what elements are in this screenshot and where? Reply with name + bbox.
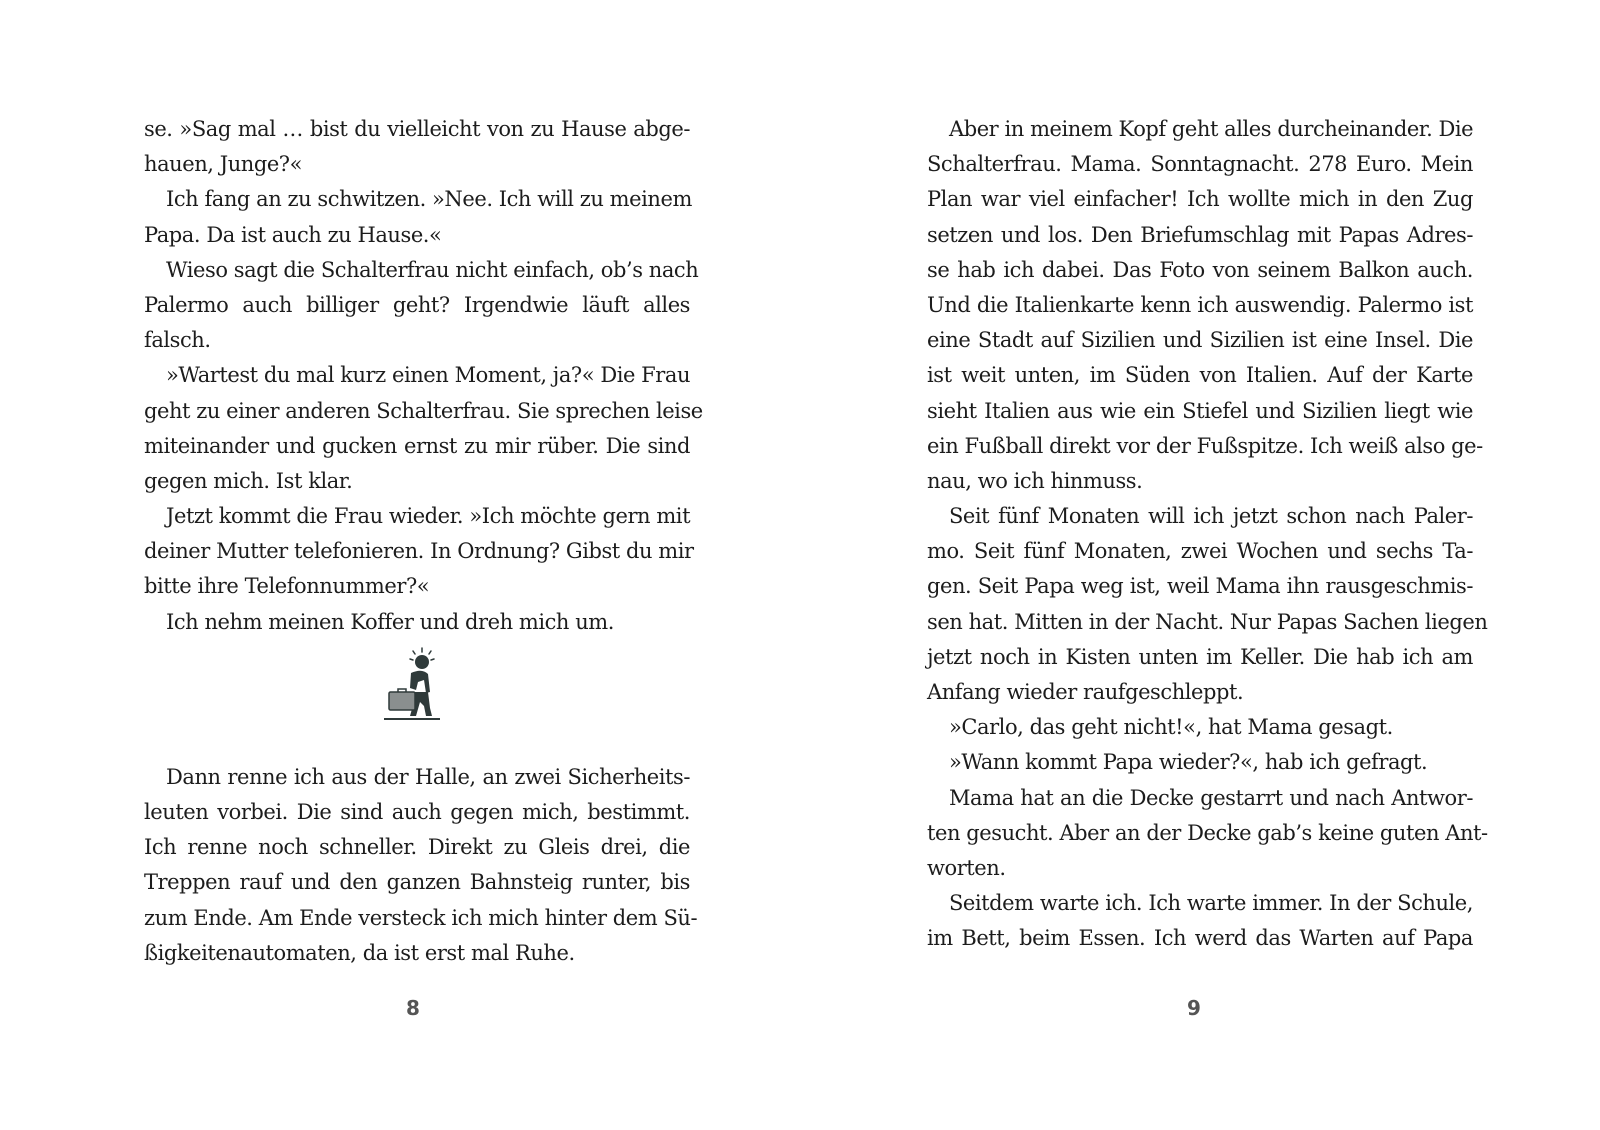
section-break-ornament xyxy=(144,646,690,731)
text-line: ist weit unten, im Süden von Italien. Auf der Karte xyxy=(927,363,1473,388)
text-line: Palermo auch billiger geht? Irgendwie läuft alles xyxy=(144,292,690,317)
text-line: worten. xyxy=(927,855,1006,880)
text-line: Seit fünf Monaten will ich jetzt schon nach Paler- xyxy=(949,504,1473,529)
left-page-text-top xyxy=(144,112,703,640)
text-line: ßigkeitenautomaten, da ist erst mal Ruhe. xyxy=(144,940,575,965)
boy-with-suitcase-icon xyxy=(384,646,444,726)
text-line: ein Fußball direkt vor der Fußspitze. Ich weiß also ge- xyxy=(927,433,1483,458)
text-line: miteinander und gucken ernst zu mir rüber. Die sind xyxy=(144,433,690,458)
text-line: »Wartest du mal kurz einen Moment, ja?« Die Frau xyxy=(166,363,691,388)
text-line: geht zu einer anderen Schalterfrau. Sie sprechen leise xyxy=(144,398,703,423)
text-line: deiner Mutter telefonieren. In Ordnung? Gibst du mir xyxy=(144,539,694,564)
text-line: gegen mich. Ist klar. xyxy=(144,468,353,493)
text-line: Mama hat an die Decke gestarrt und nach Antwor- xyxy=(949,785,1473,810)
text-line: mo. Seit fünf Monaten, zwei Wochen und sechs Ta- xyxy=(927,539,1473,564)
text-line: »Wann kommt Papa wieder?«, hab ich gefragt. xyxy=(949,750,1428,775)
text-line: Ich nehm meinen Koffer und dreh mich um. xyxy=(166,609,614,634)
left-page-text-bottom xyxy=(144,760,698,971)
left-page xyxy=(144,112,703,971)
text-line: sieht Italien aus wie ein Stiefel und Sizilien liegt wie xyxy=(927,398,1473,423)
text-line: nau, wo ich hinmuss. xyxy=(927,468,1143,493)
text-line: zum Ende. Am Ende versteck ich mich hinter dem Sü- xyxy=(144,905,698,930)
text-line: Wieso sagt die Schalterfrau nicht einfach, ob’s nach xyxy=(166,257,699,282)
text-line: im Bett, beim Essen. Ich werd das Warten auf Papa xyxy=(927,926,1473,951)
text-line: setzen und los. Den Briefumschlag mit Papas Adres- xyxy=(927,222,1473,247)
text-line: se. »Sag mal … bist du vielleicht von zu Hause abge- xyxy=(144,117,690,141)
text-line: Aber in meinem Kopf geht alles durcheinander. Die xyxy=(949,117,1474,141)
right-page-text xyxy=(927,112,1488,957)
text-line: gen. Seit Papa weg ist, weil Mama ihn rausgeschmis- xyxy=(927,574,1473,599)
text-line: »Carlo, das geht nicht!«, hat Mama gesagt. xyxy=(949,715,1393,740)
text-line: Plan war viel einfacher! Ich wollte mich in den Zug xyxy=(927,187,1473,212)
text-line: sen hat. Mitten in der Nacht. Nur Papas Sachen liegen xyxy=(927,609,1488,634)
text-line: bitte ihre Telefonnummer?« xyxy=(144,574,430,599)
text-line: Treppen rauf und den ganzen Bahnsteig runter, bis xyxy=(144,870,690,895)
text-line: Ich renne noch schneller. Direkt zu Gleis drei, die xyxy=(144,835,690,860)
text-line: leuten vorbei. Die sind auch gegen mich, bestimmt. xyxy=(144,800,690,824)
text-line: eine Stadt auf Sizilien und Sizilien ist eine Insel. Die xyxy=(927,328,1473,353)
text-line: Seitdem warte ich. Ich warte immer. In der Schule, xyxy=(949,891,1473,916)
text-line: Und die Italienkarte kenn ich auswendig. Palermo ist xyxy=(927,292,1473,317)
text-line: ten gesucht. Aber an der Decke gab’s keine guten Ant- xyxy=(927,820,1488,845)
text-line: falsch. xyxy=(144,328,211,353)
text-line: Ich fang an zu schwitzen. »Nee. Ich will zu meinem xyxy=(166,187,692,212)
text-line: Papa. Da ist auch zu Hause.« xyxy=(144,222,442,247)
text-line: Jetzt kommt die Frau wieder. »Ich möchte gern mit xyxy=(166,504,691,529)
text-line: jetzt noch in Kisten unten im Keller. Die hab ich am xyxy=(927,644,1473,669)
text-line: hauen, Junge?« xyxy=(144,152,303,177)
text-line: Schalterfrau. Mama. Sonntagnacht. 278 Euro. Mein xyxy=(927,152,1473,177)
page-number-left: 8 xyxy=(406,996,420,1020)
text-line: se hab ich dabei. Das Foto von seinem Balkon auch. xyxy=(927,257,1473,282)
right-page xyxy=(927,112,1488,957)
page-number-right: 9 xyxy=(1187,996,1201,1020)
text-line: Dann renne ich aus der Halle, an zwei Sicherheits- xyxy=(166,764,690,789)
text-line: Anfang wieder raufgeschleppt. xyxy=(927,680,1244,704)
